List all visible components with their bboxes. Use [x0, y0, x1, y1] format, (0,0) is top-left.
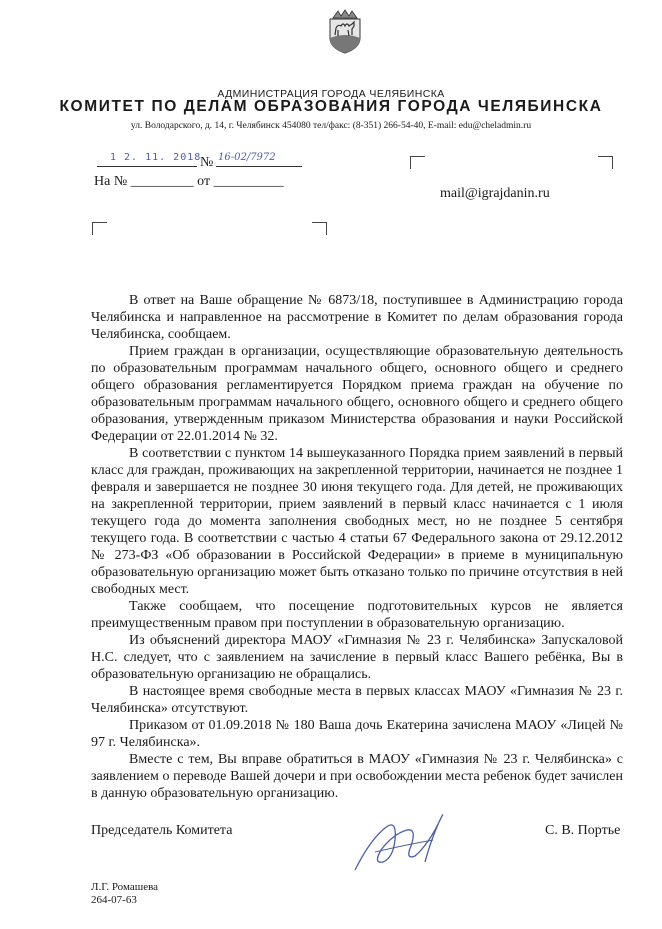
body-paragraph: Приказом от 01.09.2018 № 180 Ваша дочь Екатерина зачислена МАОУ «Лицей № 97 г. Челябинска».	[91, 718, 623, 750]
corner-mark	[410, 156, 425, 169]
number-label: №	[200, 155, 214, 170]
body-paragraph: Также сообщаем, что посещение подготовительных курсов не является преимущественным правом при поступлении в образовательную организацию.	[91, 599, 623, 631]
body-paragraph: Прием граждан в организации, осуществляющие образовательную деятельность по образовательным программам начального общего, основного общего и среднего общего образования регламентируется Порядком приема граждан на обучение по образовательным программам начального общего, основного общего и среднего общего образования, утвержденным приказом Министерства образования и науки Российской Федерации от 22.01.2014 № 32.	[91, 344, 623, 444]
body-paragraph: В соответствии с пунктом 14 вышеуказанного Порядка прием заявлений в первый класс для граждан, проживающих на закрепленной территории, начинается не позднее 1 февраля и завершается не позднее 30 июня текущего года. Для детей, не проживающих на закрепленной территории, прием заявлений в первый класс начинается с 1 июля текущего года до момента заполнения свободных мест, но не позднее 5 сентября текущего года. В соответствии с частью 4 статьи 67 Федерального закона от 29.12.2012 № 273-ФЗ «Об образовании в Российской Федерации» в приеме в муниципальную образовательную организацию может быть отказано только по причине отсутствия в ней свободных мест.	[91, 446, 623, 597]
outgoing-date: 1 2. 11. 2018	[110, 152, 202, 163]
corner-mark	[598, 156, 613, 169]
signatory-name: С. В. Портье	[545, 823, 621, 838]
handwritten-signature	[345, 800, 455, 880]
signatory-title: Председатель Комитета	[91, 823, 233, 838]
recipient-email: mail@igrajdanin.ru	[440, 186, 550, 201]
reply-reference-line: На № _________ от __________	[94, 174, 284, 189]
outgoing-number: 16-02/7972	[218, 152, 276, 163]
letter-body	[91, 292, 623, 802]
body-paragraph: Из объяснений директора МАОУ «Гимназия № 23 г. Челябинска» Запускаловой Н.С. следует, что с заявлением на зачисление в первый класс Вашего ребёнка, Вы в образовательную организацию не обращались.	[91, 633, 623, 682]
administration-name: АДМИНИСТРАЦИЯ ГОРОДА ЧЕЛЯБИНСКА	[217, 88, 445, 100]
executor-info	[91, 881, 158, 907]
body-paragraph: В ответ на Ваше обращение № 6873/18, поступившее в Администрацию города Челябинска и направленное на рассмотрение в Комитет по делам образования города Челябинска, сообщаем.	[91, 293, 623, 342]
date-underline	[97, 166, 197, 167]
executor-name: Л.Г. Ромашева	[91, 881, 159, 893]
corner-mark	[312, 222, 327, 235]
executor-phone: 264-07-63	[91, 894, 137, 906]
committee-address: ул. Володарского, д. 14, г. Челябинск 454080 тел/факс: (8-351) 266-54-40, E-mail: edu@cheladmin.ru	[130, 121, 532, 131]
chelyabinsk-coat-of-arms-icon	[326, 8, 364, 54]
corner-mark	[92, 222, 107, 235]
body-paragraph: В настоящее время свободные места в первых классах МАОУ «Гимназия № 23 г. Челябинска» отсутствуют.	[91, 684, 623, 716]
number-underline	[216, 166, 302, 167]
committee-name: КОМИТЕТ ПО ДЕЛАМ ОБРАЗОВАНИЯ ГОРОДА ЧЕЛЯБИНСКА	[59, 98, 603, 115]
body-paragraph: Вместе с тем, Вы вправе обратиться в МАОУ «Гимназия № 23 г. Челябинска» с заявлением о переводе Вашей дочери и при освобождении места ребенок будет зачислен в данную образовательную организацию.	[91, 752, 623, 801]
